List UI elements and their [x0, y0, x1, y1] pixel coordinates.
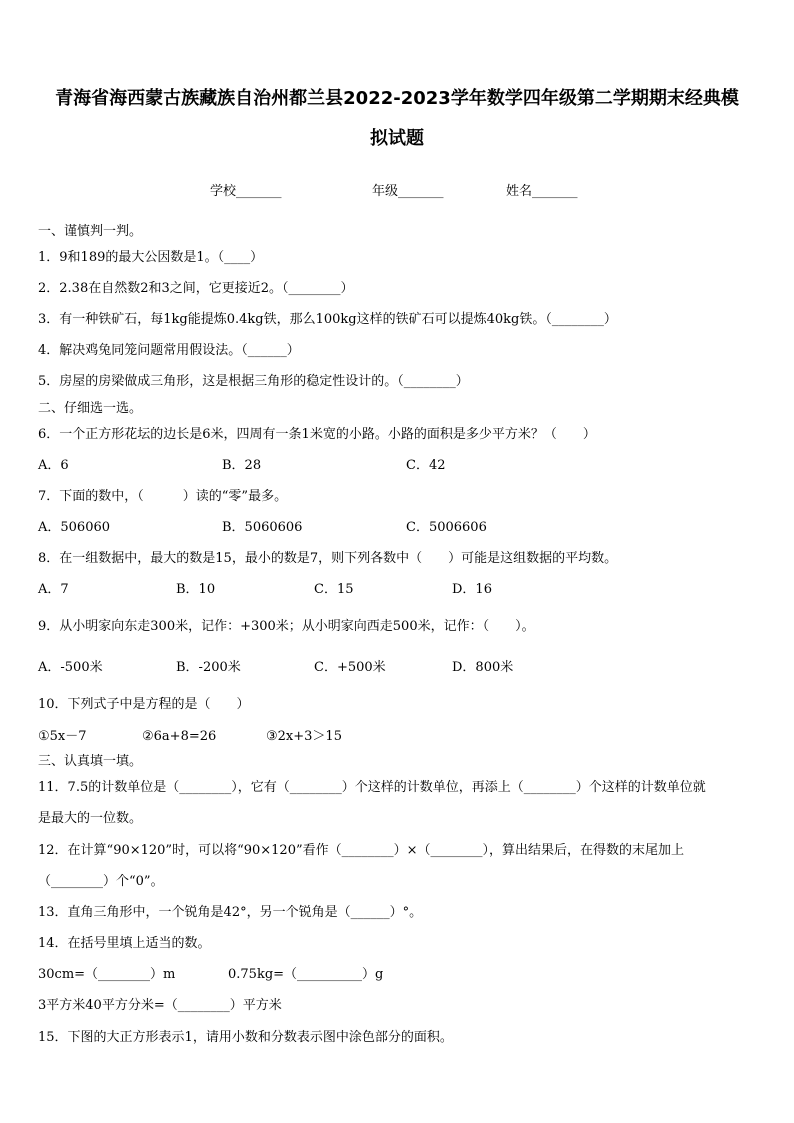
question-12-line2: （________）个“0”。	[38, 874, 164, 889]
q6-option-c: C．42	[406, 458, 446, 473]
q7-option-a: A．506060	[38, 520, 111, 535]
q7-option-c: C．5006606	[406, 520, 487, 535]
q8-option-c: C．15	[314, 582, 354, 597]
question-6: 6．一个正方形花坛的边长是6米，四周有一条1米宽的小路。小路的面积是多少平方米？（ ）	[38, 427, 596, 442]
q10-option-3: ③2x+3＞15	[266, 729, 342, 744]
q10-option-1: ①5x－7	[38, 729, 87, 744]
question-5: 5．房屋的房梁做成三角形，这是根据三角形的稳定性设计的。（________）	[38, 374, 469, 389]
question-13: 13．直角三角形中，一个锐角是42°，另一个锐角是（______）°。	[38, 905, 423, 920]
q9-option-c: C．+500米	[314, 660, 386, 675]
grade-field: 年级_______	[372, 184, 444, 199]
q7-option-b: B．5060606	[222, 520, 303, 535]
question-10: 10．下列式子中是方程的是（ ）	[38, 697, 250, 712]
q14-item-b: 0.75kg=（__________）g	[228, 967, 384, 982]
q8-option-b: B．10	[176, 582, 216, 597]
q6-option-a: A．6	[38, 458, 69, 473]
question-3: 3．有一种铁矿石，每1kg能提炼0.4kg铁，那么100kg这样的铁矿石可以提炼40kg铁。（________）	[38, 312, 617, 327]
section-heading-fill: 三、认真填一填。	[38, 754, 143, 769]
question-4: 4．解决鸡兔同笼问题常用假设法。（______）	[38, 343, 300, 358]
question-2: 2．2.38在自然数2和3之间，它更接近2。（________）	[38, 281, 354, 296]
section-heading-choose: 二、仔细选一选。	[38, 401, 143, 416]
page-title-line1: 青海省海西蒙古族藏族自治州都兰县2022-2023学年数学四年级第二学期期末经典模	[55, 88, 739, 109]
name-field: 姓名_______	[506, 184, 578, 199]
question-1: 1．9和189的最大公因数是1。（____）	[38, 250, 264, 265]
question-11-line1: 11．7.5的计数单位是（________），它有（________）个这样的计数单位，再添上（________）个这样的计数单位就	[38, 780, 706, 795]
q14-item-c: 3平方米40平方分米=（________）平方米	[38, 998, 282, 1013]
q10-option-2: ②6a+8=26	[142, 729, 217, 744]
question-9: 9．从小明家向东走300米，记作：+300米；从小明家向西走500米，记作：（ ）。	[38, 619, 535, 634]
question-14: 14．在括号里填上适当的数。	[38, 936, 211, 951]
section-heading-judge: 一、谨慎判一判。	[38, 224, 143, 239]
page-title-line2: 拟试题	[370, 128, 424, 149]
q6-option-b: B．28	[222, 458, 262, 473]
q14-item-a: 30cm=（________）m	[38, 967, 176, 982]
q8-option-a: A．7	[38, 582, 69, 597]
question-15: 15．下图的大正方形表示1，请用小数和分数表示图中涂色部分的面积。	[38, 1030, 453, 1045]
question-11-line2: 是最大的一位数。	[38, 811, 143, 826]
question-8: 8．在一组数据中，最大的数是15，最小的数是7，则下列各数中（ ）可能是这组数据的平均数。	[38, 551, 618, 566]
question-12-line1: 12．在计算“90×120”时，可以将“90×120”看作（________）×（________），算出结果后，在得数的末尾加上	[38, 843, 685, 858]
q9-option-b: B．-200米	[176, 660, 241, 675]
q9-option-a: A．-500米	[38, 660, 103, 675]
q8-option-d: D．16	[452, 582, 492, 597]
q9-option-d: D．800米	[452, 660, 514, 675]
school-field: 学校_______	[210, 184, 282, 199]
question-7: 7．下面的数中，（ ）读的“零”最多。	[38, 489, 288, 504]
